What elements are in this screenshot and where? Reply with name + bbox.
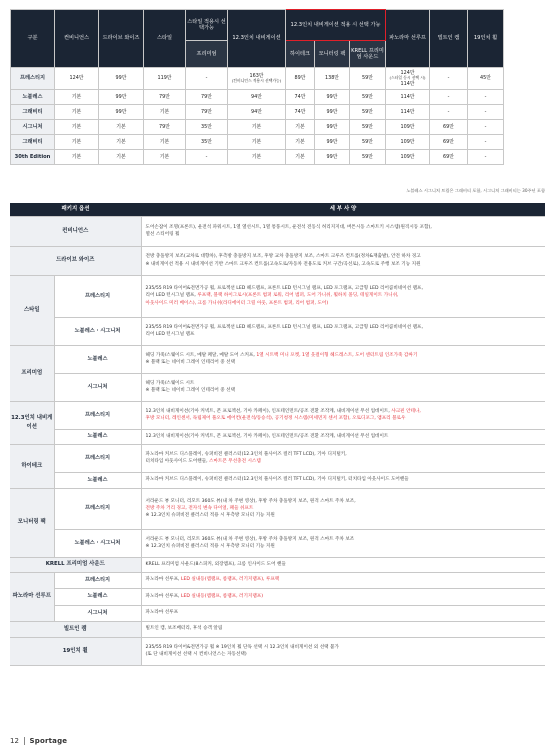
header-krell: KRELL 프리미엄 사운드 [350, 41, 386, 68]
spec-line: (또 단 내비게이션 선택 시 컨비니언스는 자동선택) [145, 652, 247, 657]
package-name: 19인치 휠 [10, 637, 141, 665]
trim-name: 프레스티지 [11, 68, 55, 90]
price-cell: 119만 [144, 68, 186, 90]
trim-name: 프레스티지 [54, 401, 141, 429]
price-cell: 기본 [55, 90, 99, 105]
package-row [10, 529, 545, 557]
price-cell: 기본 [144, 150, 186, 165]
trim-name: 프레스티지 [54, 444, 141, 472]
package-name: KRELL 프리미엄 사운드 [10, 557, 141, 572]
price-cell: 79만 [144, 90, 186, 105]
header-style: 스타일 [144, 10, 186, 68]
trim-name: 시그니처 [54, 373, 141, 401]
price-cell: 59만 [350, 150, 386, 165]
spec-line: ※ 12.3인치 슈퍼비전 클러스터 적용 시 후측방 모니터 기능 지원 [145, 513, 275, 519]
price-cell: - [430, 105, 468, 120]
package-spec [141, 401, 545, 429]
trim-name: 프레스티지 [54, 572, 141, 588]
spec-line: 12.3인치 내비게이션(기아 커넥트, 폰 프로젝션, 기아 카페이), 인포테인먼트/공조 전환 조작계, 내비게이션 무선 업데이트 [145, 433, 389, 439]
spec-line: 파노라마 커브드 디스플레이, 슈퍼비전 클러스터(12.3인치 풀사이즈 컬러 TFT LCD), 기아 디지털키, 터치타입 아웃사이드 도어핸들 [145, 477, 409, 483]
spec-line: 서라운드 뷰 모니터, 리모트 360도 뷰(내 차 주변 영상), 후방 주차 충돌방지 보조, 원격 스마트 주차 보조 [145, 536, 355, 542]
price-cell: 35만 [186, 120, 228, 135]
price-cell: 35만 [186, 135, 228, 150]
trim-name: 그래비티 [11, 105, 55, 120]
price-cell: 99만 [99, 68, 144, 90]
trim-name: 노블레스 [54, 472, 141, 488]
package-row [10, 429, 545, 444]
package-row [10, 605, 545, 621]
package-spec [141, 373, 545, 401]
package-spec [141, 605, 545, 621]
price-cell: 124만 (스타일 동시 선택 시) 114만 [386, 68, 430, 90]
trim-name: 노블레스 · 시그니처 [54, 317, 141, 345]
option-row [11, 90, 546, 105]
option-row [11, 120, 546, 135]
spec-line: 도어손잡이 조명(프론트), 운전석 파워시트, 1열 열선시트, 1열 통풍시트, 운전석 전동식 허리지지대, 버튼시동 스마트키 시스템(원격시동 포함), [145, 224, 432, 230]
package-row [10, 275, 545, 317]
price-cell: 기본 [55, 135, 99, 150]
spec-line: 서라운드 뷰 모니터, 리모트 360도 뷰(내 차 주변 영상), 후방 주차 충돌방지 보조, 원격 스마트 주차 보조, [145, 498, 356, 504]
price-cell: 기본 [228, 135, 286, 150]
header-19-wheel: 19인치 휠 [468, 10, 504, 68]
footer-divider [24, 737, 25, 745]
package-name: 컨비니언스 [10, 216, 141, 246]
price-cell: 69만 [430, 150, 468, 165]
price-cell: 기본 [55, 105, 99, 120]
header-navigation: 12.3인치 내비게이션 [228, 10, 286, 68]
package-spec [141, 216, 545, 246]
price-cell: 기본 [99, 120, 144, 135]
price-cell: 163만 (컨비니언스 적용시 선택가능) [228, 68, 286, 90]
trim-name: 노블레스 [54, 345, 141, 373]
price-cell: 45만 [468, 68, 504, 90]
spec-line: 전방 충돌방지 보조(교차로 대향차), 후측방 충돌방지 보조, 후방 교차 충돌방지 보조, 스마트 크루즈 컨트롤(정차&재출발), 안전 하차 경고 [145, 254, 421, 260]
price-cell: 59만 [350, 90, 386, 105]
trim-name: 노블레스 [11, 90, 55, 105]
price-cell: 79만 [144, 120, 186, 135]
price-cell: 99만 [99, 90, 144, 105]
package-name: 모니터링 팩 [10, 488, 54, 557]
header-hitech: 하이테크 [286, 41, 315, 68]
package-spec [141, 429, 545, 444]
price-cell: 기본 [99, 135, 144, 150]
package-spec-table [10, 203, 545, 666]
price-cell: 99만 [315, 90, 350, 105]
trim-name: 그래비티 [11, 135, 55, 150]
package-row [10, 444, 545, 472]
price-cell: 기본 [55, 120, 99, 135]
package-name: 하이테크 [10, 444, 54, 488]
package-spec [141, 572, 545, 588]
spec-line: 파노라마 선루프, LED 실내등(맵램프, 룸램프, 러기지램프), 루프랙 [145, 577, 280, 583]
price-cell: 109만 [386, 135, 430, 150]
price-cell: 74만 [286, 105, 315, 120]
package-row [10, 373, 545, 401]
header-convenience: 컨비니언스 [55, 10, 99, 68]
package-name: 드라이브 와이즈 [10, 246, 141, 275]
price-cell: - [468, 135, 504, 150]
price-cell: 기본 [228, 120, 286, 135]
price-cell: 69만 [430, 120, 468, 135]
spec-line: ※ 12.3인치 슈퍼비전 클러스터 적용 시 후측방 모니터 기능 지원 [145, 544, 275, 549]
spec-line: 헤딩 가죽/스웨이드 시트 [145, 380, 195, 386]
package-spec [141, 557, 545, 572]
package-row [10, 572, 545, 588]
spec-line: 헤딩 가죽/스웨이드 시트, 메탈 페달, 메탈 도어 스커프, 1열 시트백 미니 포켓, 1열 웃걸이형 헤드레스트, 도어 센터트림 인조가죽 감싸기 [145, 352, 418, 358]
spec-line: ※ 블랙 또는 네이비 그레이 인테리어 중 선택 [145, 360, 236, 365]
spec-line: ※ 내비게이션 적용 시 내비게이션 기반 스마트 크루즈 컨트롤(고속도로/자동차 전용도로 커브 구간/곡선로), 고속도로 주행 보조 기능 지원 [145, 261, 421, 267]
trim-name: 프레스티지 [54, 488, 141, 529]
brand-name: Sportage [29, 737, 68, 745]
spec-line: 파노라마 선루프 [145, 610, 179, 616]
package-row [10, 246, 545, 275]
option-price-table [10, 9, 546, 165]
package-spec [141, 621, 545, 637]
price-cell: 99만 [315, 105, 350, 120]
header-builtin-cam: 빌트인 캠 [430, 10, 468, 68]
trim-name: 시그니처 [54, 605, 141, 621]
price-cell: 기본 [144, 105, 186, 120]
spec-line: KRELL 프리미엄 사운드(8스피커, 외장앰프), 크롬 인사이드 도어 핸들 [145, 561, 286, 567]
trim-name: 노블레스 [54, 429, 141, 444]
package-spec [141, 345, 545, 373]
trim-name: 노블레스 · 시그니처 [54, 529, 141, 557]
package-spec [141, 529, 545, 557]
price-cell: 89만 [286, 68, 315, 90]
price-cell: 124만 [55, 68, 99, 90]
header-premium: 프리미엄 [186, 41, 228, 68]
price-cell: 94만 [228, 105, 286, 120]
price-cell: 69만 [430, 135, 468, 150]
header-drivewise: 드라이브 와이즈 [99, 10, 144, 68]
price-cell: 기본 [286, 120, 315, 135]
package-spec [141, 637, 545, 665]
trim-name: 시그니처 [11, 120, 55, 135]
package-spec [141, 588, 545, 605]
spec-line: 파노라마 선루프, LED 실내등(맵램프, 룸램프, 러기지램프) [145, 593, 263, 599]
price-cell: 기본 [99, 150, 144, 165]
spec-line: 후방 모니터, 레인센서, 독립제어 풀오토 에어컨(운전석/동승석), 공기청정 시스템(미세먼지 센서 포함), 오토디포그, 앰프리 블로우 [145, 416, 406, 421]
price-cell: 114만 [386, 90, 430, 105]
header-nav-group: 12.3인치 내비게이션 적용 시 선택 가능 [286, 10, 386, 41]
package-name: 스타일 [10, 275, 54, 345]
price-cell: 79만 [186, 90, 228, 105]
trim-name: 프레스티지 [54, 275, 141, 317]
price-cell: 138만 [315, 68, 350, 90]
price-cell: 기본 [286, 135, 315, 150]
spec-line: 파노라마 커브드 디스플레이, 슈퍼비전 클러스터(12.3인치 풀사이즈 컬러 TFT LCD), 기아 디지털키, [145, 451, 347, 457]
price-cell: 기본 [228, 150, 286, 165]
price-cell: 99만 [99, 105, 144, 120]
price-cell: 109만 [386, 150, 430, 165]
spec-line: 리어 LED 턴시그널 램프 [145, 332, 195, 337]
price-cell: 59만 [350, 120, 386, 135]
package-row [10, 472, 545, 488]
package-row [10, 345, 545, 373]
spec-line: 전방 주차 거리 경고, 전자식 변속 다이얼, 패들 쉬프트 [145, 505, 254, 511]
header-spec: 세 부 사 양 [141, 203, 545, 216]
package-spec [141, 317, 545, 345]
spec-line: 235/55 R19 타이어&전면가공 휠 ※ 19인치 휠 단독 선택 시 12.3인치 내비게이션 외 선택 불가 [145, 644, 339, 650]
package-row [10, 488, 545, 529]
price-cell: 기본 [55, 150, 99, 165]
package-row [10, 317, 545, 345]
price-cell: - [468, 120, 504, 135]
spec-line: 리어 LED 턴시그널 램프, 루프랙, 블랙 하이그로시(프론트 범퍼 로워, 리어 범퍼, 도어 가니쉬, 휠하치 몰딩, 테일게이트 가니쉬, [145, 293, 399, 299]
spec-line: 열선 스티어링 휠 [145, 232, 180, 237]
option-row [11, 135, 546, 150]
option-row [11, 105, 546, 120]
trim-name: 30th Edition [11, 150, 55, 165]
package-spec [141, 444, 545, 472]
trim-note: 노블레스 시그니처 트림은 그래비티 포함, 시그니처 그래비티는 30주년 포함 [406, 188, 545, 193]
price-cell: 79만 [186, 105, 228, 120]
price-cell: 99만 [315, 135, 350, 150]
package-name: 빌트인 캠 [10, 621, 141, 637]
header-package-option: 패키지 옵션 [10, 203, 141, 216]
header-panorama: 파노라마 선루프 [386, 10, 430, 68]
price-cell: - [430, 68, 468, 90]
spec-line: 235/55 R19 타이어&전면가공 휠, 프로젝션 LED 헤드램프, 프론트 LED 턴시그널 램프, LED 포그램프, 고급형 LED 리어콤비네이션 램프, [145, 286, 423, 292]
package-spec [141, 488, 545, 529]
price-cell: - [186, 150, 228, 165]
spec-line: 아웃사이드 미러 베이스), 크롬 가니쉬(라디에이터 그릴 아웃, 프론트 범퍼, 리어 범퍼, 도어) [145, 300, 329, 306]
package-name: 프리미엄 [10, 345, 54, 401]
package-spec [141, 472, 545, 488]
header-monitoring: 모니터링 팩 [315, 41, 350, 68]
package-row [10, 216, 545, 246]
price-cell: 94만 [228, 90, 286, 105]
price-cell: 99만 [315, 150, 350, 165]
package-name: 12.3인치 내비게이션 [10, 401, 54, 444]
package-spec [141, 275, 545, 317]
price-cell: - [186, 68, 228, 90]
spec-line: 12.3인치 내비게이션(기아 커넥트, 폰 프로젝션, 기아 카페이), 인포테인먼트/공조 전환 조작계, 내비게이션 무선 업데이트, 샤크핀 안테나, [145, 408, 421, 414]
price-cell: - [468, 150, 504, 165]
price-cell: 99만 [315, 120, 350, 135]
price-cell: 기본 [144, 135, 186, 150]
price-cell: 59만 [350, 105, 386, 120]
spec-line: ※ 블랙 또는 네이비 그레이 인테리어 중 선택 [145, 388, 236, 393]
page-number: 12 [10, 737, 19, 745]
price-cell: 114만 [386, 105, 430, 120]
price-cell: - [468, 105, 504, 120]
header-gubun: 구분 [11, 10, 55, 68]
option-row [11, 68, 546, 90]
page-footer [10, 737, 67, 745]
spec-line: 터치타입 아웃사이드 도어핸들, 스마트폰 무선충전 시스템 [145, 459, 261, 464]
package-spec [141, 246, 545, 275]
package-row [10, 401, 545, 429]
price-cell: - [430, 90, 468, 105]
trim-name: 노블레스 [54, 588, 141, 605]
spec-line: 235/55 R19 타이어&전면가공 휠, 프로젝션 LED 헤드램프, 프론트 LED 턴시그널 램프, LED 포그램프, 고급형 LED 리어콤비네이션 램프, [145, 324, 423, 330]
price-cell: 59만 [350, 135, 386, 150]
package-row [10, 588, 545, 605]
package-row [10, 621, 545, 637]
price-cell: 74만 [286, 90, 315, 105]
option-row [11, 150, 546, 165]
price-cell: 59만 [350, 68, 386, 90]
package-row [10, 557, 545, 572]
package-name: 파노라마 선루프 [10, 572, 54, 621]
package-row [10, 637, 545, 665]
price-cell: 109만 [386, 120, 430, 135]
spec-line: 빌트인 캠, 보조배터리, 후석 승객 알림 [145, 626, 223, 632]
price-cell: - [468, 90, 504, 105]
price-cell: 기본 [286, 150, 315, 165]
header-style-sub: 스타일 적용시 선택가능 [186, 10, 228, 41]
